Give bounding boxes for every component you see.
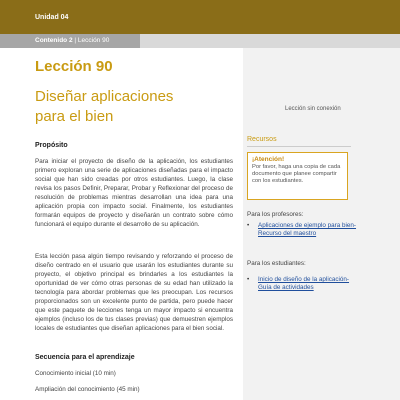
unit-header-bar bbox=[0, 0, 400, 34]
students-label: Para los estudiantes: bbox=[247, 260, 306, 267]
bullet: • bbox=[247, 222, 250, 229]
sequence-item: Ampliación del conocimiento (45 min) bbox=[35, 386, 140, 393]
unit-label: Unidad 04 bbox=[35, 14, 69, 21]
purpose-paragraph-2: Esta lección pasa algún tiempo revisando y reforzando el proceso de diseño centrado en el usuario que usarán los estudiantes durante su proyecto, el objetivo principal es brindarles a los estudiantes la oportunidad de ver cómo otras personas de su edad han utilizado la tecnología para abordar problemas que les preocupan. Los recursos proporcionados son un excelente punto de partida, pero puede hacer que este paquete de lecciones tenga un mayor impacto si encuentra ejemplos (incluso los de tus clases previas) que demuestren ejemplos locales de estudiantes que diseñan aplicaciones para el bien social. bbox=[35, 253, 233, 332]
attention-body: Por favor, haga una copia de cada documento que planee compartir con los estudiantes. bbox=[252, 164, 341, 184]
sequence-heading: Secuencia para el aprendizaje bbox=[35, 354, 135, 361]
resources-divider bbox=[247, 146, 351, 147]
student-guide-link-text[interactable]: Inicio de diseño de la aplicación- Guía de actividades bbox=[258, 276, 350, 291]
lesson-subtitle bbox=[35, 87, 235, 127]
lesson-subtitle-line2: para el bien bbox=[35, 108, 114, 125]
lesson-subtitle-line1: Diseñar aplicaciones bbox=[35, 88, 174, 105]
breadcrumb-content: Contenido 2 bbox=[35, 37, 73, 44]
teacher-resource-link[interactable] bbox=[247, 222, 357, 238]
student-guide-link[interactable] bbox=[247, 276, 357, 292]
purpose-paragraph-1: Para iniciar el proyecto de diseño de la aplicación, los estudiantes primero exploran una serie de aplicaciones diseñadas para el impacto social que han sido creadas por otros estudiantes. Luego, la clase revisa los pasos Definir, Preparar, Probar y Reflexionar del proceso de resolución de problemas mientras desarrollan una idea para una aplicación propia con impacto social. Finalmente, los estudiantes formarán equipos de proyecto y diseñarán un contrato sobre cómo funcionará el equipo durante el desarrollo de su aplicación. bbox=[35, 158, 233, 228]
teachers-label: Para los profesores: bbox=[247, 211, 304, 218]
breadcrumb-separator: | bbox=[74, 37, 77, 44]
breadcrumb bbox=[35, 37, 109, 44]
purpose-heading: Propósito bbox=[35, 142, 68, 149]
breadcrumb-bar bbox=[0, 34, 400, 48]
offline-note: Lección sin conexión bbox=[285, 106, 341, 112]
lesson-title: Lección 90 bbox=[35, 58, 113, 75]
breadcrumb-lesson: Lección 90 bbox=[77, 37, 110, 44]
breadcrumb-tab bbox=[0, 34, 140, 48]
bullet: • bbox=[247, 276, 250, 283]
resources-heading: Recursos bbox=[247, 136, 277, 143]
teacher-resource-link-text[interactable]: Aplicaciones de ejemplo para bien- Recurso del maestro bbox=[258, 222, 357, 237]
attention-title: ¡Atención! bbox=[252, 156, 285, 163]
attention-box bbox=[247, 152, 348, 200]
sequence-item: Conocimiento inicial (10 min) bbox=[35, 370, 116, 377]
